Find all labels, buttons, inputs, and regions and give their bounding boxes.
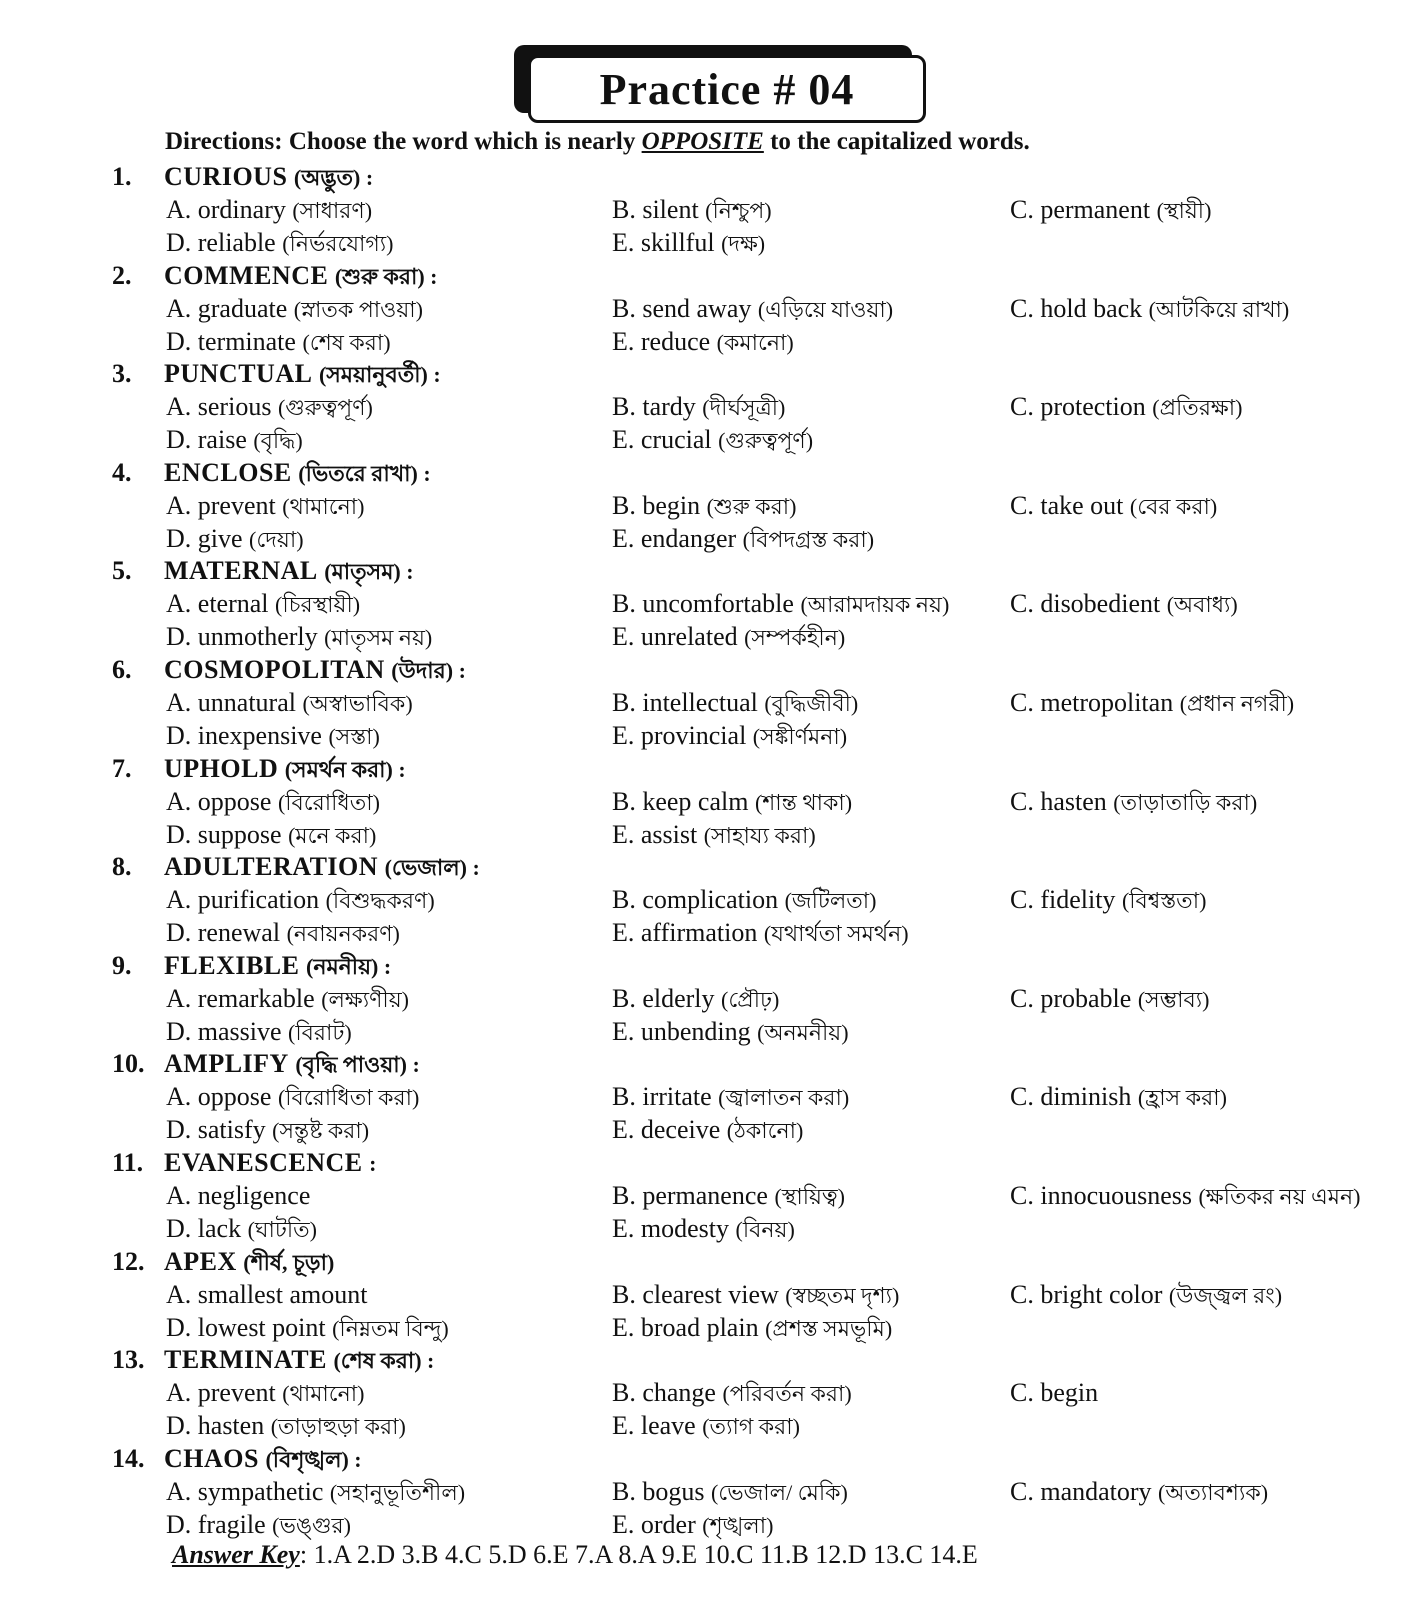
- question-number: 11.: [112, 1147, 144, 1177]
- option-text: B. send away: [612, 293, 752, 323]
- option-bangla: (প্রৌঢ়): [721, 986, 780, 1012]
- option-c: [1010, 1179, 1361, 1212]
- option-text: E. reduce: [612, 326, 711, 356]
- option-bangla: (হ্রাস করা): [1137, 1085, 1227, 1111]
- option-bangla: (স্থায়িত্ব): [774, 1183, 845, 1209]
- option-text: E. skillful: [612, 228, 715, 257]
- option-bangla: (গুরুত্বপূর্ণ): [277, 395, 373, 421]
- option-c: [1010, 587, 1238, 620]
- option-bangla: (বিপদগ্রস্ত করা): [742, 526, 875, 552]
- option-bangla: (অত্যাবশ্যক): [1158, 1479, 1269, 1505]
- option-e: [612, 916, 909, 949]
- question-header: [112, 1047, 420, 1080]
- option-bangla: (নির্ভরযোগ্য): [282, 231, 394, 256]
- question-header: [112, 850, 480, 883]
- option-d: [166, 1113, 369, 1146]
- option-bangla: (ত্যাগ করা): [702, 1414, 800, 1440]
- option-text: D. unmotherly: [166, 622, 318, 652]
- option-b: [612, 193, 772, 226]
- option-d: [166, 423, 303, 456]
- question-number: 14.: [112, 1443, 145, 1473]
- option-bangla: (মনে করা): [288, 822, 377, 848]
- question-number: 6.: [112, 654, 132, 684]
- option-bangla: (দক্ষ): [721, 231, 766, 256]
- option-text: B. begin: [612, 490, 701, 520]
- question-bangla: (ভেজাল) :: [384, 855, 480, 881]
- option-text: A. purification: [166, 885, 320, 915]
- option-bangla: (চিরস্থায়ী): [275, 592, 361, 618]
- option-e: [612, 423, 813, 456]
- option-bangla: (ঘাটতি): [247, 1216, 318, 1242]
- option-text: E. deceive: [612, 1115, 721, 1145]
- option-e: [612, 620, 845, 653]
- option-a: [166, 686, 413, 719]
- option-text: E. order: [612, 1509, 696, 1539]
- option-bangla: (সাহায্য করা): [703, 822, 816, 848]
- question-number: 10.: [112, 1049, 145, 1079]
- option-text: D. hasten: [166, 1411, 265, 1441]
- question-word: UPHOLD: [164, 753, 279, 783]
- answer-key: [172, 1540, 978, 1570]
- option-bangla: (বিশুদ্ধকরণ): [325, 888, 435, 914]
- question-number: 12.: [112, 1246, 145, 1276]
- option-text: C. fidelity: [1010, 885, 1116, 915]
- question-item: [0, 653, 1409, 752]
- option-bangla: (তাড়াতাড়ি করা): [1113, 789, 1258, 815]
- option-bangla: (বিরাট): [288, 1019, 352, 1045]
- option-c: [1010, 489, 1217, 522]
- option-e: [612, 226, 765, 259]
- option-c: [1010, 1475, 1268, 1508]
- question-number: 7.: [112, 753, 132, 783]
- question-word: COSMOPOLITAN: [164, 654, 385, 684]
- option-bangla: (জটিলতা): [784, 888, 877, 914]
- option-text: C. diminish: [1010, 1082, 1132, 1112]
- question-number: 4.: [112, 457, 132, 487]
- option-text: C. metropolitan: [1010, 687, 1174, 717]
- option-bangla: (ভঙ্গুর): [272, 1512, 351, 1538]
- option-text: E. affirmation: [612, 918, 758, 948]
- question-number: 8.: [112, 852, 132, 882]
- option-bangla: (বের করা): [1129, 493, 1218, 519]
- option-text: E. broad plain: [612, 1312, 759, 1342]
- option-text: A. negligence: [166, 1180, 311, 1210]
- option-c: [1010, 883, 1206, 916]
- option-b: [612, 982, 779, 1015]
- option-bangla: (প্রশস্ত সমভূমি): [765, 1315, 893, 1341]
- question-word: APEX: [164, 1246, 237, 1276]
- option-bangla: (সস্তা): [328, 723, 380, 749]
- option-text: A. oppose: [166, 786, 272, 816]
- option-d: [166, 1015, 352, 1048]
- question-number: 1.: [112, 162, 132, 191]
- question-item: [0, 357, 1409, 456]
- option-text: E. unbending: [612, 1016, 751, 1046]
- option-a: [166, 1376, 364, 1409]
- option-b: [612, 587, 949, 620]
- option-bangla: (বিনয়): [735, 1216, 795, 1242]
- option-c: [1010, 1080, 1227, 1113]
- option-e: [612, 1015, 849, 1048]
- option-e: [612, 522, 874, 555]
- question-word: TERMINATE: [164, 1345, 327, 1375]
- option-bangla: (স্থায়ী): [1156, 198, 1212, 223]
- option-d: [166, 916, 400, 949]
- option-bangla: (স্বচ্ছতম দৃশ্য): [785, 1282, 900, 1308]
- option-text: E. leave: [612, 1411, 696, 1441]
- option-bangla: (বুদ্ধিজীবী): [764, 690, 859, 716]
- option-text: D. lowest point: [166, 1312, 326, 1342]
- option-bangla: (সাধারণ): [292, 198, 373, 223]
- option-text: E. endanger: [612, 523, 737, 553]
- option-bangla: (শৃঙ্খলা): [702, 1512, 774, 1538]
- option-text: C. begin: [1010, 1378, 1099, 1408]
- option-bangla: (গুরুত্বপূর্ণ): [718, 428, 814, 454]
- option-bangla: (প্রতিরক্ষা): [1152, 395, 1243, 421]
- option-e: [612, 1409, 800, 1442]
- option-bangla: (নিম্নতম বিন্দু): [332, 1315, 449, 1341]
- question-bangla: (শীর্ষ, চূড়া): [243, 1249, 335, 1275]
- option-b: [612, 292, 893, 325]
- option-text: B. tardy: [612, 392, 696, 422]
- question-word: CHAOS: [164, 1443, 259, 1473]
- question-word: EVANESCENCE: [164, 1147, 363, 1177]
- option-c: [1010, 193, 1211, 226]
- question-item: [0, 1146, 1409, 1245]
- question-word: ENCLOSE: [164, 457, 292, 487]
- option-e: [612, 1212, 795, 1245]
- question-word: PUNCTUAL: [164, 359, 313, 389]
- option-bangla: (অবাধ্য): [1166, 592, 1238, 618]
- option-c: [1010, 1376, 1098, 1409]
- option-text: C. bright color: [1010, 1279, 1163, 1309]
- option-text: D. lack: [166, 1213, 242, 1243]
- option-text: A. oppose: [166, 1082, 272, 1112]
- question-header: [112, 1343, 434, 1376]
- option-d: [166, 325, 391, 358]
- option-bangla: (প্রধান নগরী): [1179, 690, 1295, 716]
- option-a: [166, 587, 360, 620]
- option-bangla: (উজ্জ্বল রং): [1168, 1282, 1283, 1308]
- option-text: C. disobedient: [1010, 589, 1161, 619]
- option-text: B. uncomfortable: [612, 589, 794, 619]
- option-d: [166, 522, 304, 555]
- question-header: [112, 554, 414, 587]
- question-bangla: (উদার) :: [391, 657, 466, 683]
- option-bangla: (সন্তুষ্ট করা): [272, 1118, 370, 1144]
- option-bangla: (নবায়নকরণ): [286, 921, 400, 947]
- option-bangla: (আরামদায়ক নয়): [800, 592, 950, 618]
- question-bangla: (ভিতরে রাখা) :: [298, 460, 431, 486]
- option-text: B. permanence: [612, 1180, 768, 1210]
- option-a: [166, 292, 423, 325]
- question-number: 13.: [112, 1345, 145, 1375]
- option-text: B. silent: [612, 195, 699, 224]
- option-b: [612, 1475, 848, 1508]
- option-d: [166, 1311, 449, 1344]
- option-bangla: (স্নাতক পাওয়া): [293, 296, 423, 322]
- option-b: [612, 1080, 849, 1113]
- question-header: [112, 1245, 334, 1278]
- question-header: [112, 1146, 376, 1179]
- question-header: [112, 1442, 362, 1475]
- question-word: CURIOUS: [164, 162, 288, 191]
- option-text: D. massive: [166, 1016, 282, 1046]
- option-e: [612, 1113, 803, 1146]
- option-a: [166, 1475, 465, 1508]
- option-text: A. ordinary: [166, 195, 286, 224]
- option-bangla: (এড়িয়ে যাওয়া): [757, 296, 894, 322]
- option-e: [612, 719, 847, 752]
- question-word: AMPLIFY: [164, 1049, 289, 1079]
- option-b: [612, 390, 785, 423]
- option-a: [166, 982, 409, 1015]
- question-list: [0, 160, 1409, 1540]
- option-a: [166, 1278, 367, 1311]
- question-word: ADULTERATION: [164, 852, 379, 882]
- option-bangla: (নিশ্চুপ): [705, 198, 772, 223]
- option-a: [166, 489, 364, 522]
- option-a: [166, 1179, 310, 1212]
- title-box: [528, 55, 926, 123]
- question-bangla: (সমর্থন করা) :: [284, 756, 406, 782]
- option-text: A. eternal: [166, 589, 269, 619]
- option-text: C. hasten: [1010, 786, 1107, 816]
- question-header: [112, 752, 406, 785]
- option-text: A. remarkable: [166, 983, 315, 1013]
- option-bangla: (থামানো): [282, 1381, 365, 1407]
- question-item: [0, 752, 1409, 851]
- option-d: [166, 1409, 406, 1442]
- question-item: [0, 850, 1409, 949]
- option-c: [1010, 292, 1289, 325]
- option-bangla: (ক্ষতিকর নয় এমন): [1198, 1183, 1361, 1209]
- option-text: A. prevent: [166, 490, 276, 520]
- option-text: B. intellectual: [612, 687, 758, 717]
- option-e: [612, 818, 816, 851]
- question-header: [112, 456, 431, 489]
- option-b: [612, 686, 858, 719]
- option-b: [612, 1278, 899, 1311]
- option-b: [612, 489, 796, 522]
- question-bangla: (অদ্ভুত) :: [293, 165, 374, 190]
- option-text: A. serious: [166, 392, 272, 422]
- question-word: COMMENCE: [164, 260, 329, 290]
- option-bangla: (পরিবর্তন করা): [722, 1381, 852, 1407]
- question-number: 5.: [112, 556, 132, 586]
- question-word: MATERNAL: [164, 556, 318, 586]
- option-text: C. innocuousness: [1010, 1180, 1192, 1210]
- option-d: [166, 818, 376, 851]
- option-b: [612, 883, 877, 916]
- question-header: [112, 357, 441, 390]
- option-text: D. give: [166, 523, 243, 553]
- option-text: C. probable: [1010, 983, 1132, 1013]
- option-a: [166, 390, 373, 423]
- option-bangla: (কমানো): [716, 329, 794, 355]
- option-bangla: (মাতৃসম নয়): [324, 625, 433, 651]
- option-c: [1010, 686, 1294, 719]
- option-bangla: (বৃদ্ধি): [253, 428, 303, 454]
- question-number: 2.: [112, 260, 132, 290]
- question-header: [112, 259, 438, 292]
- option-bangla: (জ্বালাতন করা): [718, 1085, 850, 1111]
- option-text: D. inexpensive: [166, 720, 322, 750]
- option-e: [612, 1311, 892, 1344]
- option-bangla: (সহানুভূতিশীল): [329, 1479, 466, 1505]
- option-bangla: (লক্ষ্যণীয়): [321, 986, 410, 1012]
- option-text: B. keep calm: [612, 786, 749, 816]
- directions-prefix: Directions: Choose the word which is nearly: [165, 128, 642, 155]
- option-text: D. terminate: [166, 326, 296, 356]
- option-text: C. hold back: [1010, 293, 1143, 323]
- option-d: [166, 620, 432, 653]
- question-bangla: (মাতৃসম) :: [324, 559, 414, 585]
- question-header: [112, 160, 373, 193]
- option-text: A. unnatural: [166, 687, 296, 717]
- option-text: B. complication: [612, 885, 779, 915]
- question-header: [112, 653, 466, 686]
- option-bangla: (থামানো): [282, 493, 365, 519]
- option-bangla: (দীর্ঘসূত্রী): [702, 395, 786, 421]
- directions: [165, 128, 1030, 156]
- answer-key-label: Answer Key: [172, 1540, 300, 1569]
- option-text: B. change: [612, 1378, 716, 1408]
- option-d: [166, 226, 394, 259]
- question-header: [112, 949, 391, 982]
- question-item: [0, 456, 1409, 555]
- option-text: D. satisfy: [166, 1115, 266, 1145]
- directions-emphasis: OPPOSITE: [641, 128, 764, 155]
- question-bangla: (নমনীয়) :: [306, 953, 392, 979]
- option-bangla: (শান্ত থাকা): [754, 789, 853, 815]
- option-bangla: (শেষ করা): [302, 329, 391, 355]
- answer-key-text: : 1.A 2.D 3.B 4.C 5.D 6.E 7.A 8.A 9.E 10.C 11.B 12.D 13.C 14.E: [299, 1540, 978, 1569]
- option-bangla: (আটকিয়ে রাখা): [1148, 296, 1290, 322]
- question-bangla: (বৃদ্ধি পাওয়া) :: [295, 1052, 420, 1078]
- option-bangla: (বিশ্বস্ততা): [1121, 888, 1207, 914]
- question-item: [0, 1047, 1409, 1146]
- option-text: C. mandatory: [1010, 1476, 1152, 1506]
- option-b: [612, 1179, 845, 1212]
- option-c: [1010, 1278, 1282, 1311]
- option-text: E. modesty: [612, 1213, 729, 1243]
- option-text: B. clearest view: [612, 1279, 779, 1309]
- option-a: [166, 785, 380, 818]
- question-item: [0, 1442, 1409, 1541]
- option-text: A. prevent: [166, 1378, 276, 1408]
- question-item: [0, 1245, 1409, 1344]
- option-bangla: (শুরু করা): [706, 493, 797, 519]
- option-c: [1010, 785, 1257, 818]
- option-d: [166, 719, 380, 752]
- option-text: A. sympathetic: [166, 1476, 324, 1506]
- option-bangla: (সম্পর্কহীন): [744, 625, 846, 651]
- option-text: A. smallest amount: [166, 1279, 368, 1309]
- option-text: E. assist: [612, 819, 698, 849]
- option-text: C. take out: [1010, 490, 1124, 520]
- question-item: [0, 1343, 1409, 1442]
- option-bangla: (বিরোধিতা): [277, 789, 380, 815]
- option-text: E. crucial: [612, 425, 712, 455]
- option-text: A. graduate: [166, 293, 288, 323]
- option-bangla: (যথার্থতা সমর্থন): [763, 921, 909, 947]
- option-text: B. bogus: [612, 1476, 705, 1506]
- question-item: [0, 160, 1409, 259]
- question-word: FLEXIBLE: [164, 950, 300, 980]
- option-text: B. irritate: [612, 1082, 712, 1112]
- option-text: E. unrelated: [612, 622, 738, 652]
- option-a: [166, 883, 435, 916]
- option-d: [166, 1508, 351, 1541]
- directions-suffix: to the capitalized words.: [763, 128, 1030, 155]
- option-text: D. raise: [166, 425, 247, 455]
- option-bangla: (সঙ্কীর্ণমনা): [752, 723, 848, 749]
- option-text: C. permanent: [1010, 195, 1151, 224]
- page-title: Practice # 04: [599, 64, 855, 114]
- option-bangla: (দেয়া): [249, 526, 304, 552]
- option-text: D. reliable: [166, 228, 276, 257]
- option-c: [1010, 390, 1242, 423]
- option-bangla: (ঠকানো): [726, 1118, 804, 1144]
- option-text: D. suppose: [166, 819, 282, 849]
- question-item: [0, 949, 1409, 1048]
- question-item: [0, 554, 1409, 653]
- option-b: [612, 1376, 852, 1409]
- question-bangla: (বিশৃঙ্খল) :: [265, 1446, 362, 1472]
- question-bangla: :: [369, 1150, 377, 1176]
- option-e: [612, 1508, 773, 1541]
- option-bangla: (ভেজাল/ মেকি): [710, 1479, 848, 1505]
- option-b: [612, 785, 852, 818]
- option-e: [612, 325, 794, 358]
- option-a: [166, 1080, 419, 1113]
- option-bangla: (অনমনীয়): [757, 1019, 849, 1045]
- option-bangla: (বিরোধিতা করা): [277, 1085, 420, 1111]
- option-a: [166, 193, 372, 226]
- option-d: [166, 1212, 317, 1245]
- question-bangla: (শুরু করা) :: [334, 263, 438, 289]
- question-item: [0, 259, 1409, 358]
- option-text: B. elderly: [612, 983, 715, 1013]
- option-bangla: (সম্ভাব্য): [1137, 986, 1210, 1012]
- option-text: D. fragile: [166, 1509, 266, 1539]
- option-bangla: (অস্বাভাবিক): [302, 690, 413, 716]
- question-number: 3.: [112, 359, 132, 389]
- option-text: D. renewal: [166, 918, 281, 948]
- option-bangla: (তাড়াহুড়া করা): [270, 1414, 406, 1440]
- question-bangla: (সময়ানুবর্তী) :: [318, 362, 441, 388]
- question-bangla: (শেষ করা) :: [333, 1348, 435, 1374]
- option-text: E. provincial: [612, 720, 747, 750]
- option-text: C. protection: [1010, 392, 1146, 422]
- option-c: [1010, 982, 1209, 1015]
- question-number: 9.: [112, 950, 132, 980]
